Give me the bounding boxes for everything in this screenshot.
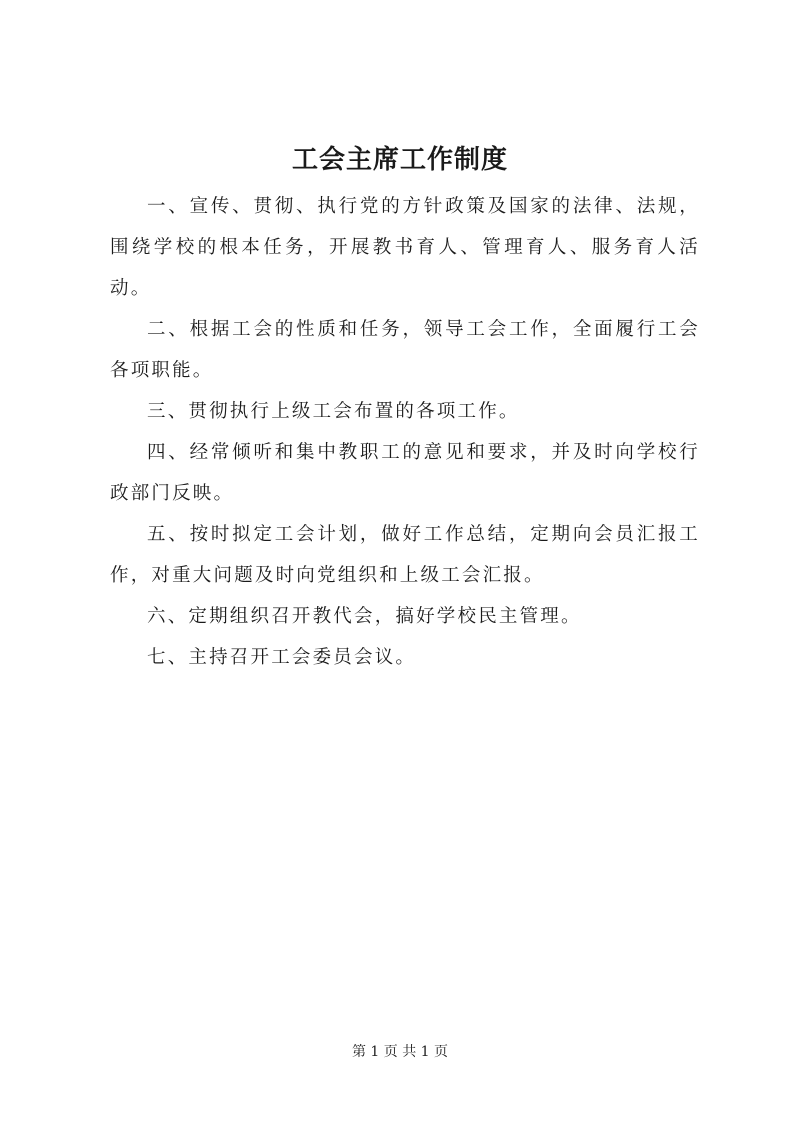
document-title: 工会主席工作制度	[291, 145, 508, 175]
document-body	[110, 186, 700, 678]
paragraph-6: 六、定期组织召开教代会，搞好学校民主管理。	[147, 606, 582, 627]
paragraph-2: 二、根据工会的性质和任务，领导工会工作，全面履行工会各项职能。	[110, 319, 700, 381]
paragraph-4: 四、经常倾听和集中教职工的意见和要求，并及时向学校行政部门反映。	[110, 442, 700, 504]
page-number-footer: 第 1 页 共 1 页	[351, 1044, 449, 1060]
paragraph-3: 三、贯彻执行上级工会布置的各项工作。	[147, 401, 520, 422]
paragraph-1: 一、宣传、贯彻、执行党的方针政策及国家的法律、法规，围绕学校的根本任务，开展教书育人、管理育人、服务育人活动。	[110, 196, 700, 299]
paragraph-5: 五、按时拟定工会计划，做好工作总结，定期向会员汇报工作，对重大问题及时向党组织和上级工会汇报。	[110, 524, 700, 586]
paragraph-7: 七、主持召开工会委员会议。	[147, 647, 417, 668]
